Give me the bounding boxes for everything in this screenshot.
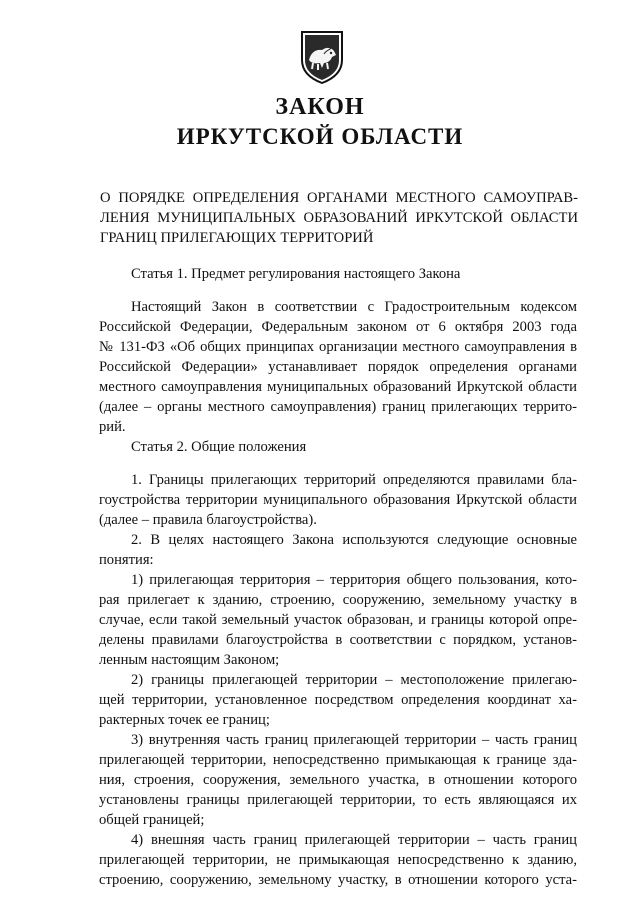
paragraph-line: гоустройства территории муниципального образования Иркутской области <box>99 492 577 508</box>
paragraph-line: 2) границы прилегающей территории – местоположение прилегаю- <box>131 672 577 688</box>
paragraph-line: Российской Федерации, Федеральным законом от 6 октября 2003 года <box>99 319 577 335</box>
irkutsk-coat-of-arms-icon <box>300 30 344 84</box>
law-subject-heading <box>100 188 578 248</box>
paragraph-line: общей границей; <box>99 812 205 828</box>
paragraph-line: 1. Границы прилегающих территорий определяются правилами бла- <box>131 472 577 488</box>
law-title: ЗАКОН <box>275 94 365 120</box>
heading-line: ЛЕНИЯ МУНИЦИПАЛЬНЫХ ОБРАЗОВАНИЙ ИРКУТСКОЙ ОБЛАСТИ <box>100 210 578 226</box>
paragraph-line: ленным настоящим Законом; <box>99 652 280 668</box>
paragraph-line: рактерных точек ее границ; <box>99 712 270 728</box>
paragraph-line: 2. В целях настоящего Закона используются следующие основные <box>131 532 577 548</box>
article-2-body <box>99 470 577 890</box>
paragraph-line: (далее – правила благоустройства). <box>99 512 317 528</box>
paragraph-line: прилегающей территории, не примыкающая непосредственно к зданию, <box>99 852 577 868</box>
paragraph-line: делены правилами благоустройства в соответствии с порядком, установ- <box>99 632 577 648</box>
paragraph-line: ния, строения, сооружения, земельного участка, в отношении которого <box>99 772 577 788</box>
paragraph-line: понятия: <box>99 552 154 568</box>
region-title: ИРКУТСКОЙ ОБЛАСТИ <box>176 124 464 149</box>
heading-line: ГРАНИЦ ПРИЛЕГАЮЩИХ ТЕРРИТОРИЙ <box>100 230 374 246</box>
paragraph-line: строению, сооружению, земельному участку, в отношении которого уста- <box>99 872 577 888</box>
paragraph-line: установлены границы прилегающей территории, то есть являющаяся их <box>99 792 577 808</box>
article-1-title: Статья 1. Предмет регулирования настоящего Закона <box>131 266 461 282</box>
paragraph-line: местного самоуправления муниципальных образований Иркутской области <box>99 379 577 395</box>
paragraph-line: № 131-ФЗ «Об общих принципах организации местного самоуправления в <box>99 339 577 355</box>
paragraph-line: Российской Федерации» устанавливает порядок определения органами <box>99 359 577 375</box>
paragraph-line: щей территории, установленное посредством определения координат ха- <box>99 692 577 708</box>
paragraph-line: 3) внутренняя часть границ прилегающей территории – часть границ <box>131 732 577 748</box>
paragraph-line: (далее – органы местного самоуправления) границ прилегающих террито- <box>99 399 577 415</box>
paragraph-line: случае, если такой земельный участок образован, и границы которой опре- <box>99 612 577 628</box>
heading-line: О ПОРЯДКЕ ОПРЕДЕЛЕНИЯ ОРГАНАМИ МЕСТНОГО САМОУПРАВ- <box>100 190 578 206</box>
paragraph-line: Настоящий Закон в соответствии с Градостроительным кодексом <box>131 299 577 315</box>
paragraph-line: 1) прилегающая территория – территория общего пользования, кото- <box>131 572 577 588</box>
paragraph-line: рая прилегает к зданию, строению, сооружению, земельному участку в <box>99 592 577 608</box>
article-2-title: Статья 2. Общие положения <box>131 439 307 455</box>
paragraph-line: рий. <box>99 419 126 435</box>
paragraph-line: 4) внешняя часть границ прилегающей территории – часть границ <box>131 832 577 848</box>
paragraph-line: прилегающей территории, непосредственно примыкающая к границе зда- <box>99 752 577 768</box>
article-1-body <box>99 297 577 437</box>
